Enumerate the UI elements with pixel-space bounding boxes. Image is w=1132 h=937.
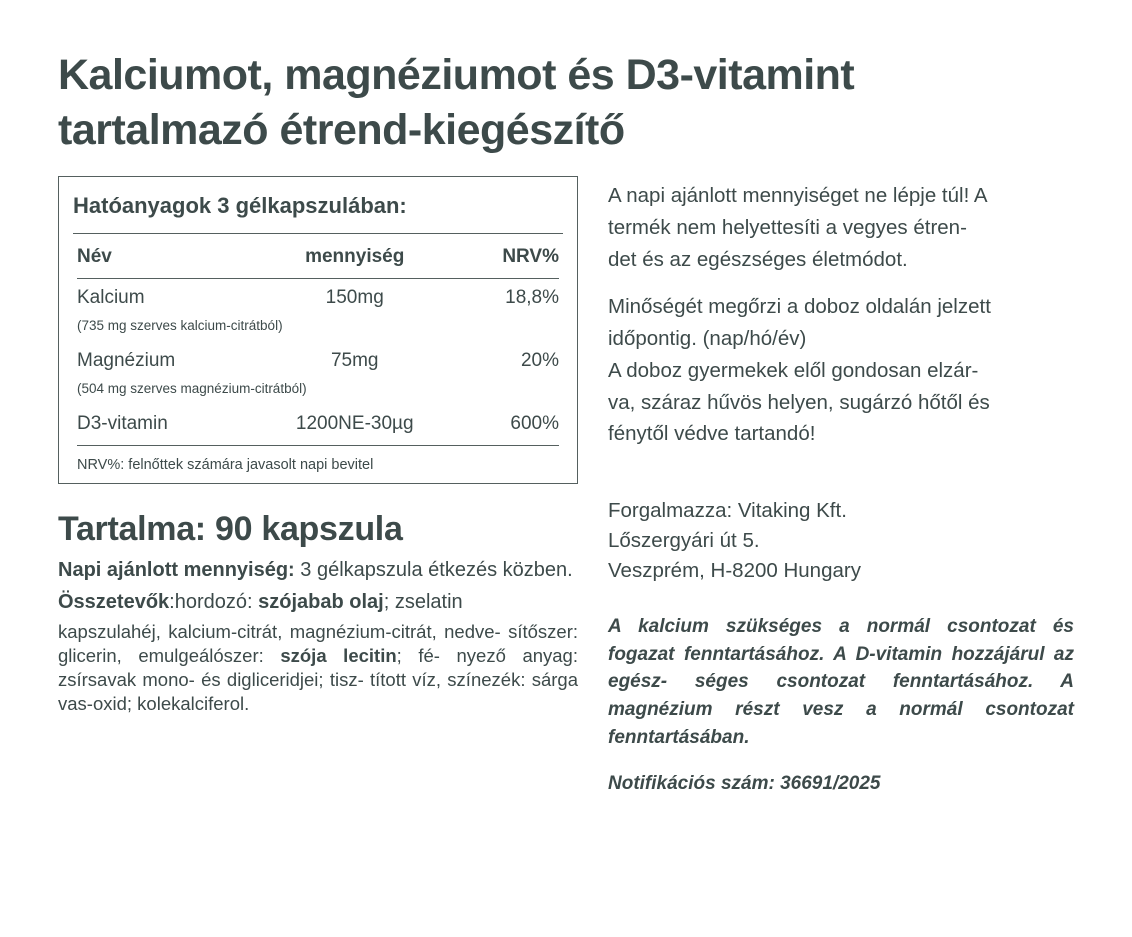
table-subrow [77, 374, 559, 405]
table-row [77, 342, 559, 374]
nutrition-table [77, 234, 559, 446]
distributor-street: Lőszergyári út 5. [608, 528, 760, 552]
distributor-city: Veszprém, H-8200 Hungary [608, 558, 861, 582]
row-nrv: 20% [520, 349, 559, 371]
table-row [77, 279, 559, 312]
health-claim: A kalcium szükséges a normál csontozat és fogazat fenntartásához. A D-vitamin hozzájárul az egész- séges csontozat fenntartásához. A magnézium részt vesz a normál csontozat fenntartásában. [608, 616, 1074, 748]
daily-dose-label: Napi ajánlott mennyiség: [58, 558, 295, 581]
column-header-amount: mennyiség [251, 234, 459, 279]
row-subnote: (504 mg szerves magnézium-citrátból) [77, 380, 307, 396]
row-name: D3-vitamin [77, 405, 251, 446]
composition-label: Összetevők [58, 591, 170, 614]
composition-carrier-suffix: ; zselatin [383, 591, 463, 614]
daily-dose [58, 557, 578, 583]
page-title: Kalciumot, magnéziumot és D3-vitamint tartalmazó étrend-kiegészítő [58, 51, 855, 155]
capsule-count: Tartalma: 90 kapszula [58, 509, 403, 548]
content-columns [58, 176, 1074, 795]
warning-line-2: termék nem helyettesíti a vegyes étren- [608, 215, 967, 239]
ingredients-part1: kapszulahéj, kalcium-citrát, magnézium-citrát, nedve- sítőszer: glicerin, emulgeálószer: [58, 620, 578, 666]
nutrition-table-heading: Hatóanyagok 3 gélkapszulában: [73, 191, 563, 234]
storage-line-3: A doboz gyermekek elől gondosan elzár- [608, 358, 979, 382]
nutrition-table-box [58, 176, 578, 484]
row-amount: 1200NE-30µg [251, 405, 459, 446]
storage-line-2: időpontig. (nap/hó/év) [608, 327, 807, 351]
ingredients-list [58, 620, 578, 716]
nrv-footnote: NRV%: felnőttek számára javasolt napi bevitel [77, 456, 374, 473]
table-subrow [77, 311, 559, 342]
column-header-nrv: NRV% [459, 234, 559, 279]
notification-number: Notifikációs szám: 36691/2025 [608, 773, 881, 795]
storage-line-1: Minőségét megőrzi a doboz oldalán jelzett [608, 295, 991, 319]
composition-carrier-prefix: :hordozó: [169, 591, 253, 614]
warning-line-3: det és az egészséges életmódot. [608, 247, 908, 271]
warning-block [608, 180, 1074, 275]
storage-block [608, 291, 1074, 450]
composition-line [58, 589, 578, 615]
right-column [608, 176, 1074, 795]
row-amount: 75mg [330, 349, 379, 371]
row-subnote: (735 mg szerves kalcium-citrátból) [77, 318, 283, 334]
row-nrv: 18,8% [505, 287, 559, 309]
storage-line-4: va, száraz hűvös helyen, sugárzó hőtől és [608, 390, 990, 414]
column-header-name: Név [77, 234, 251, 279]
ingredients-part2: ; fé- nyező anyag: zsírsavak mono- és digliceridjei; tisz- tított víz, színezék: sárga vas-oxid; kolekalciferol. [58, 644, 578, 714]
distributor-block [608, 496, 1074, 585]
warning-line-1: A napi ajánlott mennyiséget ne lépje túl! A [608, 184, 988, 208]
row-name: Magnézium [77, 349, 176, 371]
daily-dose-value: 3 gélkapszula étkezés közben. [300, 558, 573, 581]
row-name: Kalcium [77, 287, 145, 309]
ingredients-highlight: szója lecitin [280, 644, 397, 666]
composition-carrier-bold: szójabab olaj [258, 591, 384, 614]
row-nrv: 600% [459, 405, 559, 446]
storage-line-5: fénytől védve tartandó! [608, 422, 816, 446]
distributor-name: Forgalmazza: Vitaking Kft. [608, 499, 847, 523]
left-column [58, 176, 578, 716]
table-row [77, 405, 559, 446]
table-header-row [77, 234, 559, 279]
row-amount: 150mg [325, 287, 384, 309]
